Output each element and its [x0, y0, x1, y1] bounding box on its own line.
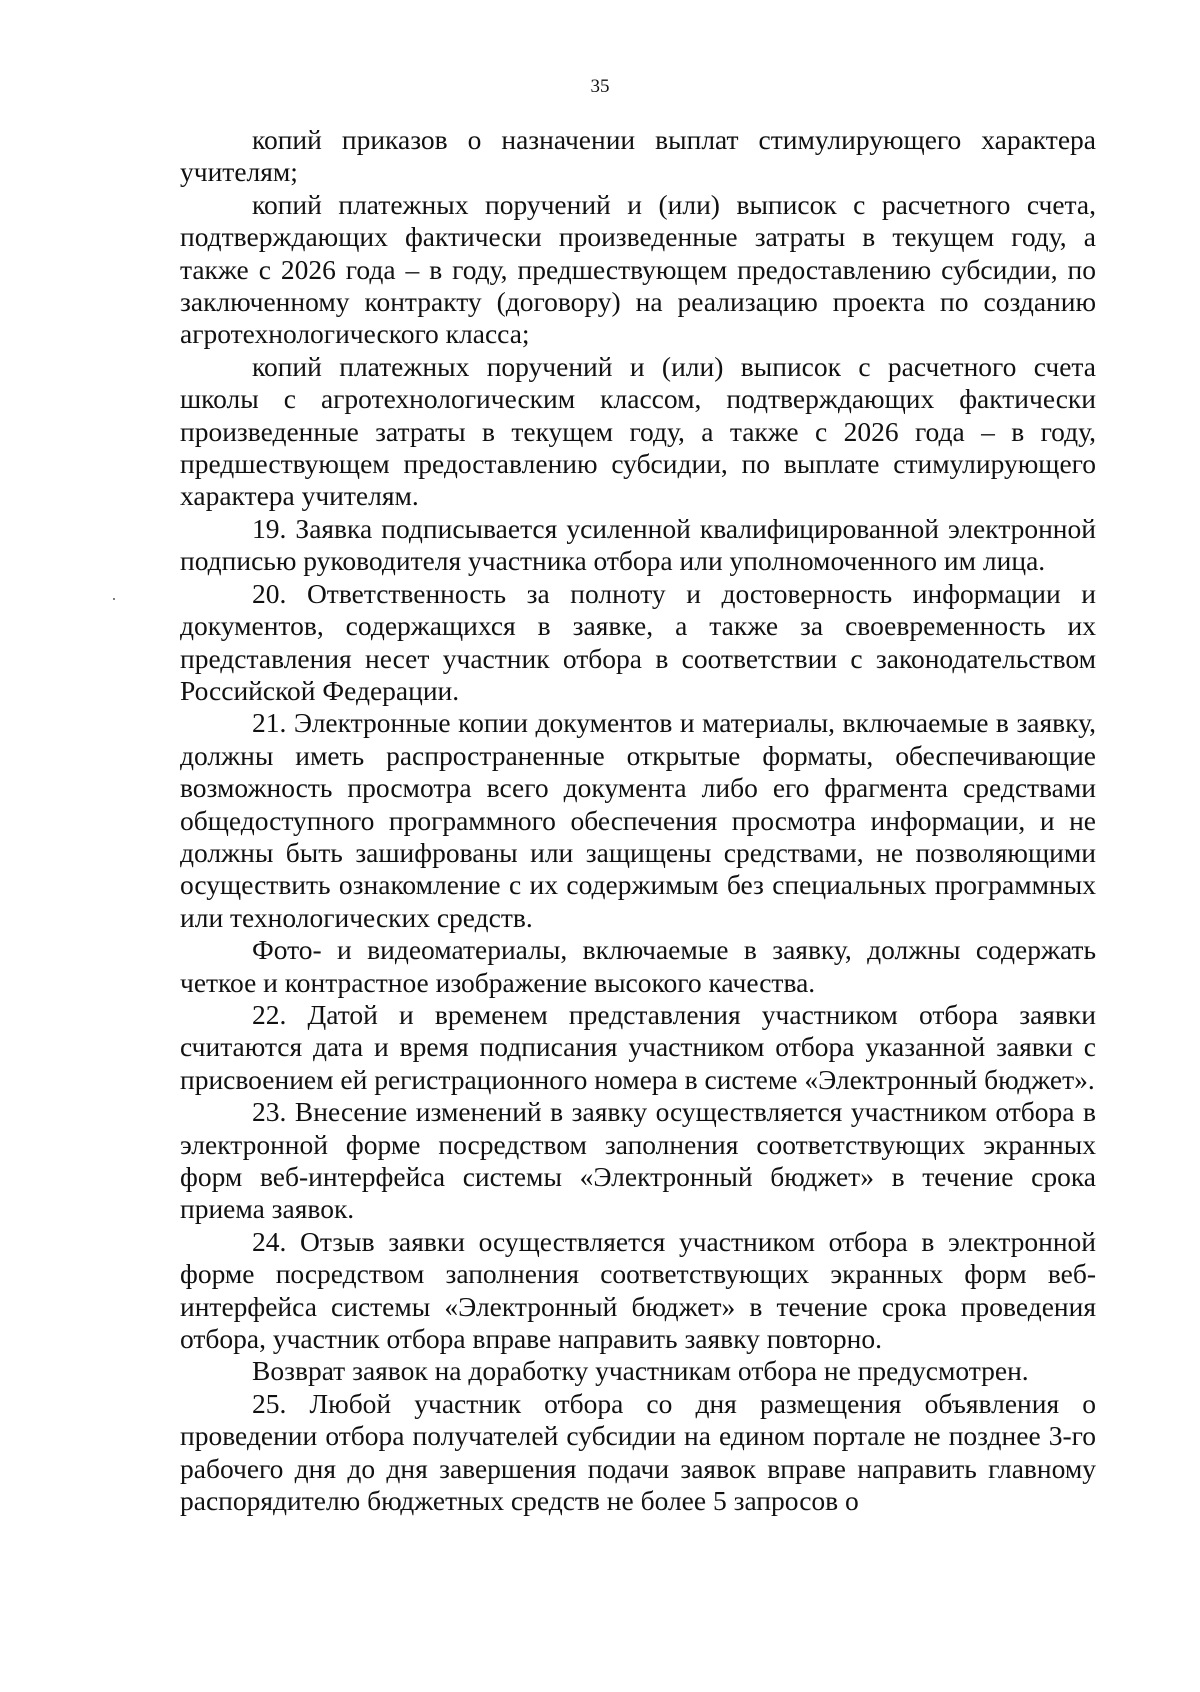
paragraph-photo-video: Фото- и видеоматериалы, включаемые в заявку, должны содержать четкое и контрастное изображение высокого качества.: [180, 934, 1096, 998]
paragraph-19-signature: 19. Заявка подписывается усиленной квалифицированной электронной подписью руководителя участника отбора или уполномоченного им лица.: [180, 512, 1096, 577]
paragraph-return-not-provided: Возврат заявок на доработку участникам отбора не предусмотрен.: [252, 1355, 1029, 1387]
scan-speck: [113, 598, 115, 600]
paragraph-24-withdrawal: 24. Отзыв заявки осуществляется участником отбора в электронной форме посредством заполнения соответствующих экранных форм веб-интерфейса системы «Электронный бюджет» в течение срока проведения отбора, участник отбора вправе направить заявку повторно.: [180, 1225, 1096, 1355]
page-number: 35: [590, 76, 610, 97]
paragraph-22-submission-date: 22. Датой и временем представления участником отбора заявки считаются дата и время подписания участником отбора указанной заявки с присвоением ей регистрационного номера в системе «Электронный бюджет».: [180, 998, 1096, 1095]
document-body: [180, 124, 1096, 1517]
paragraph-20-responsibility: 20. Ответственность за полноту и достоверность информации и документов, содержащихся в заявке, а также за своевременность их представления несет участник отбора в соответствии с законодательством Российской Федерации.: [180, 577, 1096, 706]
paragraph-25-requests: 25. Любой участник отбора со дня размещения объявления о проведении отбора получателей субсидии на едином портале не позднее 3-го рабочего дня до дня завершения подачи заявок вправе направить главному распорядителю бюджетных средств не более 5 запросов о: [180, 1387, 1096, 1517]
paragraph-payment-orders-school: копий платежных поручений и (или) выписок с расчетного счета школы с агротехнологическим классом, подтверждающих фактически произведенные затраты в текущем году, а также с 2026 года – в году, предшествующем предоставлению субсидии, по выплате стимулирующего характера учителям.: [180, 350, 1096, 512]
paragraph-21-electronic-copies: 21. Электронные копии документов и материалы, включаемые в заявку, должны иметь распространенные открытые форматы, обеспечивающие возможность просмотра всего документа либо его фрагмента средствами общедоступного программного обеспечения просмотра информации, и не должны быть зашифрованы или защищены средствами, не позволяющими осуществить ознакомление с их содержимым без специальных программных или технологических средств.: [180, 707, 1096, 933]
paragraph-orders-copies: копий приказов о назначении выплат стимулирующего характера учителям;: [180, 124, 1096, 188]
paragraph-payment-orders-contract: копий платежных поручений и (или) выписок с расчетного счета, подтверждающих фактически произведенные затраты в текущем году, а также с 2026 года – в году, предшествующем предоставлению субсидии, по заключенному контракту (договору) на реализацию проекта по созданию агротехнологического класса;: [180, 188, 1096, 350]
paragraph-23-changes: 23. Внесение изменений в заявку осуществляется участником отбора в электронной форме посредством заполнения соответствующих экранных форм веб-интерфейса системы «Электронный бюджет» в течение срока приема заявок.: [180, 1096, 1096, 1225]
